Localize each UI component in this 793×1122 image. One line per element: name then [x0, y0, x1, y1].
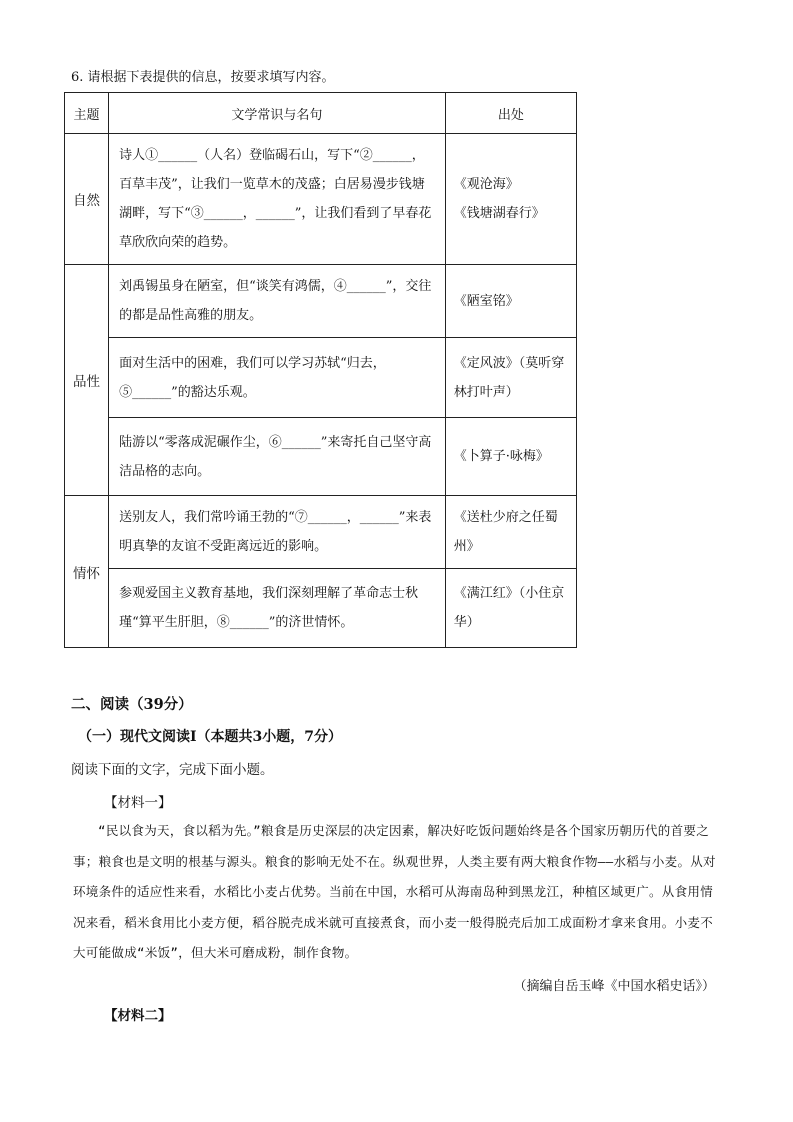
- content-cell: [109, 418, 446, 496]
- material1-passage: “民以食为天，食以稻为先。”粮食是历史深层的决定因素，解决好吃饭问题始终是各个国家历朝历代的首要之事；粮食也是文明的根基与源头。粮食的影响无处不在。纵观世界，人类主要有两大粮食作物——水稻与小麦。从对环境条件的适应性来看，水稻比小麦占优势。当前在中国，水稻可从海南岛种到黑龙江，种植区域更广。从食用情况来看，稻米食用比小麦方便，稻谷脱壳成米就可直接煮食，而小麦一般得脱壳后加工成面粉才拿来食用。小麦不大可能做成“米饭”，但大米可磨成粉，制作食物。: [73, 823, 716, 960]
- material1-credit: （摘编自岳玉峰《中国水稻史话》）: [513, 979, 715, 994]
- content-cell: [109, 134, 446, 265]
- question-title: 6. 请根据下表提供的信息，按要求填写内容。: [71, 70, 335, 85]
- content-text: 诗人①______（人名）登临碣石山，写下“②______，百草丰茂”，让我们一览草木的茂盛；白居易漫步钱塘湖畔，写下“③______，______”，让我们看到了早春花草欣欣向荣的趋势。: [119, 148, 432, 250]
- table-row: [65, 569, 577, 648]
- reading-instruction: 阅读下面的文字，完成下面小题。: [71, 762, 274, 778]
- source-cell: [445, 418, 576, 496]
- source-text: 《卜算子·咏梅》: [453, 449, 549, 464]
- table-row: [65, 338, 577, 418]
- content-text: 刘禹锡虽身在陋室，但“谈笑有鸿儒，④______”，交往的都是品性高雅的朋友。: [119, 279, 432, 323]
- content-text: 参观爱国主义教育基地，我们深刻理解了革命志士秋瑾“算平生肝胆，⑧______”的济世情怀。: [119, 586, 419, 630]
- content-cell: [109, 569, 446, 648]
- content-text: 陆游以“零落成泥碾作尘，⑥______”来寄托自己坚守高洁品格的志向。: [119, 434, 432, 479]
- source-cell: [445, 569, 576, 648]
- literature-table: [64, 92, 577, 648]
- table-row: [65, 134, 577, 265]
- section-heading: 二、阅读（39分）: [71, 696, 193, 713]
- source-cell: [445, 134, 576, 265]
- source-cell: [445, 338, 576, 418]
- source-text: 《陋室铭》: [453, 293, 519, 309]
- content-cell: [109, 265, 446, 338]
- header-theme: 主题: [65, 93, 109, 134]
- table-row: [65, 265, 577, 338]
- source-text: 《满江红》（小住京华）: [453, 586, 565, 630]
- table-row: [65, 418, 577, 496]
- content-text: 面对生活中的困难，我们可以学习苏轼“归去，⑤______”的豁达乐观。: [119, 355, 386, 400]
- source-text: 《定风波》（莫听穿林打叶声）: [453, 355, 565, 400]
- header-content: 文学常识与名句: [109, 93, 446, 134]
- source-cell: [445, 496, 576, 569]
- content-text: 送别友人，我们常吟诵王勃的“⑦______，______”来表明真挚的友谊不受距离远近的影响。: [119, 510, 432, 554]
- theme-cell: 品性: [65, 265, 109, 496]
- material2-label: 【材料二】: [104, 1008, 172, 1024]
- content-cell: [109, 496, 446, 569]
- material1-label: 【材料一】: [104, 795, 172, 811]
- table-header-row: [65, 93, 577, 134]
- subsection-heading: （一）现代文阅读Ⅰ（本题共3小题，7分）: [78, 729, 343, 745]
- content-cell: [109, 338, 446, 418]
- header-source: 出处: [445, 93, 576, 134]
- table-row: [65, 496, 577, 569]
- source-cell: [445, 265, 576, 338]
- theme-cell: 情怀: [65, 496, 109, 648]
- theme-cell: 自然: [65, 134, 109, 265]
- source-text: 《送杜少府之任蜀州》: [453, 510, 558, 554]
- source-text: 《观沧海》 《钱塘湖春行》: [453, 177, 545, 221]
